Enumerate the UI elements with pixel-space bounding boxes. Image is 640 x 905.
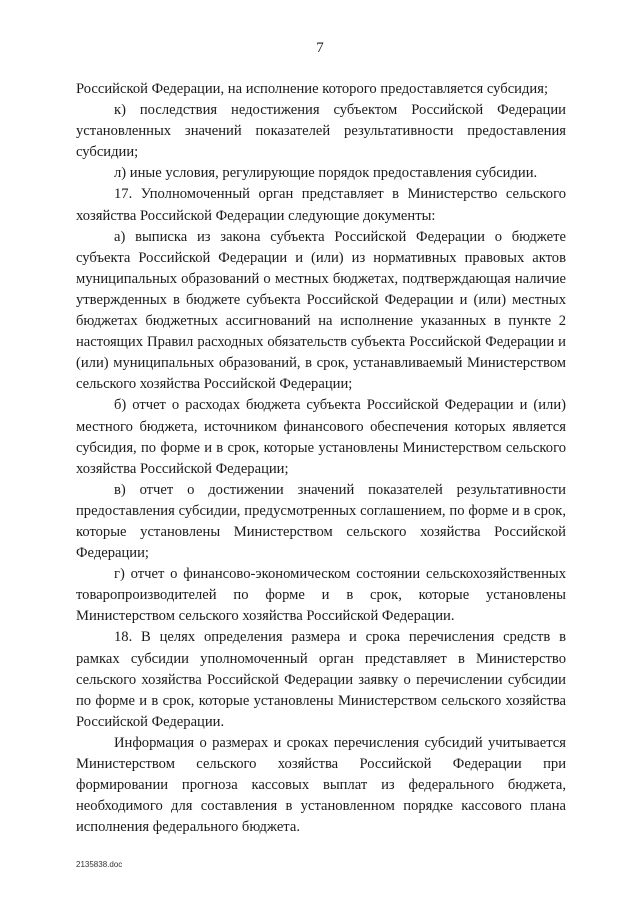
paragraph-item-k: к) последствия недостижения субъектом Российской Федерации установленных значений показателей результативности предоставления субсидии; bbox=[76, 102, 566, 161]
paragraph-section-17: 17. Уполномоченный орган представляет в Министерство сельского хозяйства Российской Федерации следующие документы: bbox=[76, 186, 566, 224]
paragraph-item-g: г) отчет о финансово-экономическом состоянии сельскохозяйственных товаропроизводителей по форме и в срок, которые установлены Министерством сельского хозяйства Российской Федерации. bbox=[76, 566, 566, 625]
paragraph-continuation: Российской Федерации, на исполнение которого предоставляется субсидия; bbox=[76, 81, 548, 97]
document-filename-footer: 2135838.doc bbox=[76, 860, 123, 869]
paragraph-section-18: 18. В целях определения размера и срока перечисления средств в рамках субсидии уполномоченный орган представляет в Министерство сельского хозяйства Российской Федерации заявку о перечислении субсидии по форме и в срок, которые установлены Министерством сельского хозяйства Российской Федерации. bbox=[76, 629, 566, 730]
paragraph-information: Информация о размерах и сроках перечисления субсидий учитывается Министерством сельского хозяйства Российской Федерации при формировании прогноза кассовых выплат из федерального бюджета, необходимого для составления в установленном порядке кассового плана исполнения федерального бюджета. bbox=[76, 734, 566, 836]
paragraph-item-b: б) отчет о расходах бюджета субъекта Российской Федерации и (или) местного бюджета, источником финансового обеспечения которых является субсидия, по форме и в срок, которые установлены Министерством сельского хозяйства Российской Федерации; bbox=[76, 397, 566, 477]
paragraph-item-l: л) иные условия, регулирующие порядок предоставления субсидии. bbox=[114, 165, 538, 182]
document-body bbox=[76, 79, 566, 838]
paragraph-item-v: в) отчет о достижении значений показателей результативности предоставления субсидии, предусмотренных соглашением, по форме и в срок, которые установлены Министерством сельского хозяйства Российской Федерации; bbox=[76, 481, 566, 562]
page-number: 7 bbox=[316, 40, 324, 56]
paragraph-item-a: а) выписка из закона субъекта Российской Федерации о бюджете субъекта Российской Федерации и (или) из нормативных правовых актов муниципальных образований о местных бюджетах, подтверждающая наличие утвержденных в бюджете субъекта Российской Федерации и (или) местных бюджетах бюджетных ассигнований на исполнение указанных в пункте 2 настоящих Правил расходных обязательств субъекта Российской Федерации и (или) муниципальных образований, в срок, устанавливаемый Министерством сельского хозяйства Российской Федерации; bbox=[76, 228, 566, 393]
